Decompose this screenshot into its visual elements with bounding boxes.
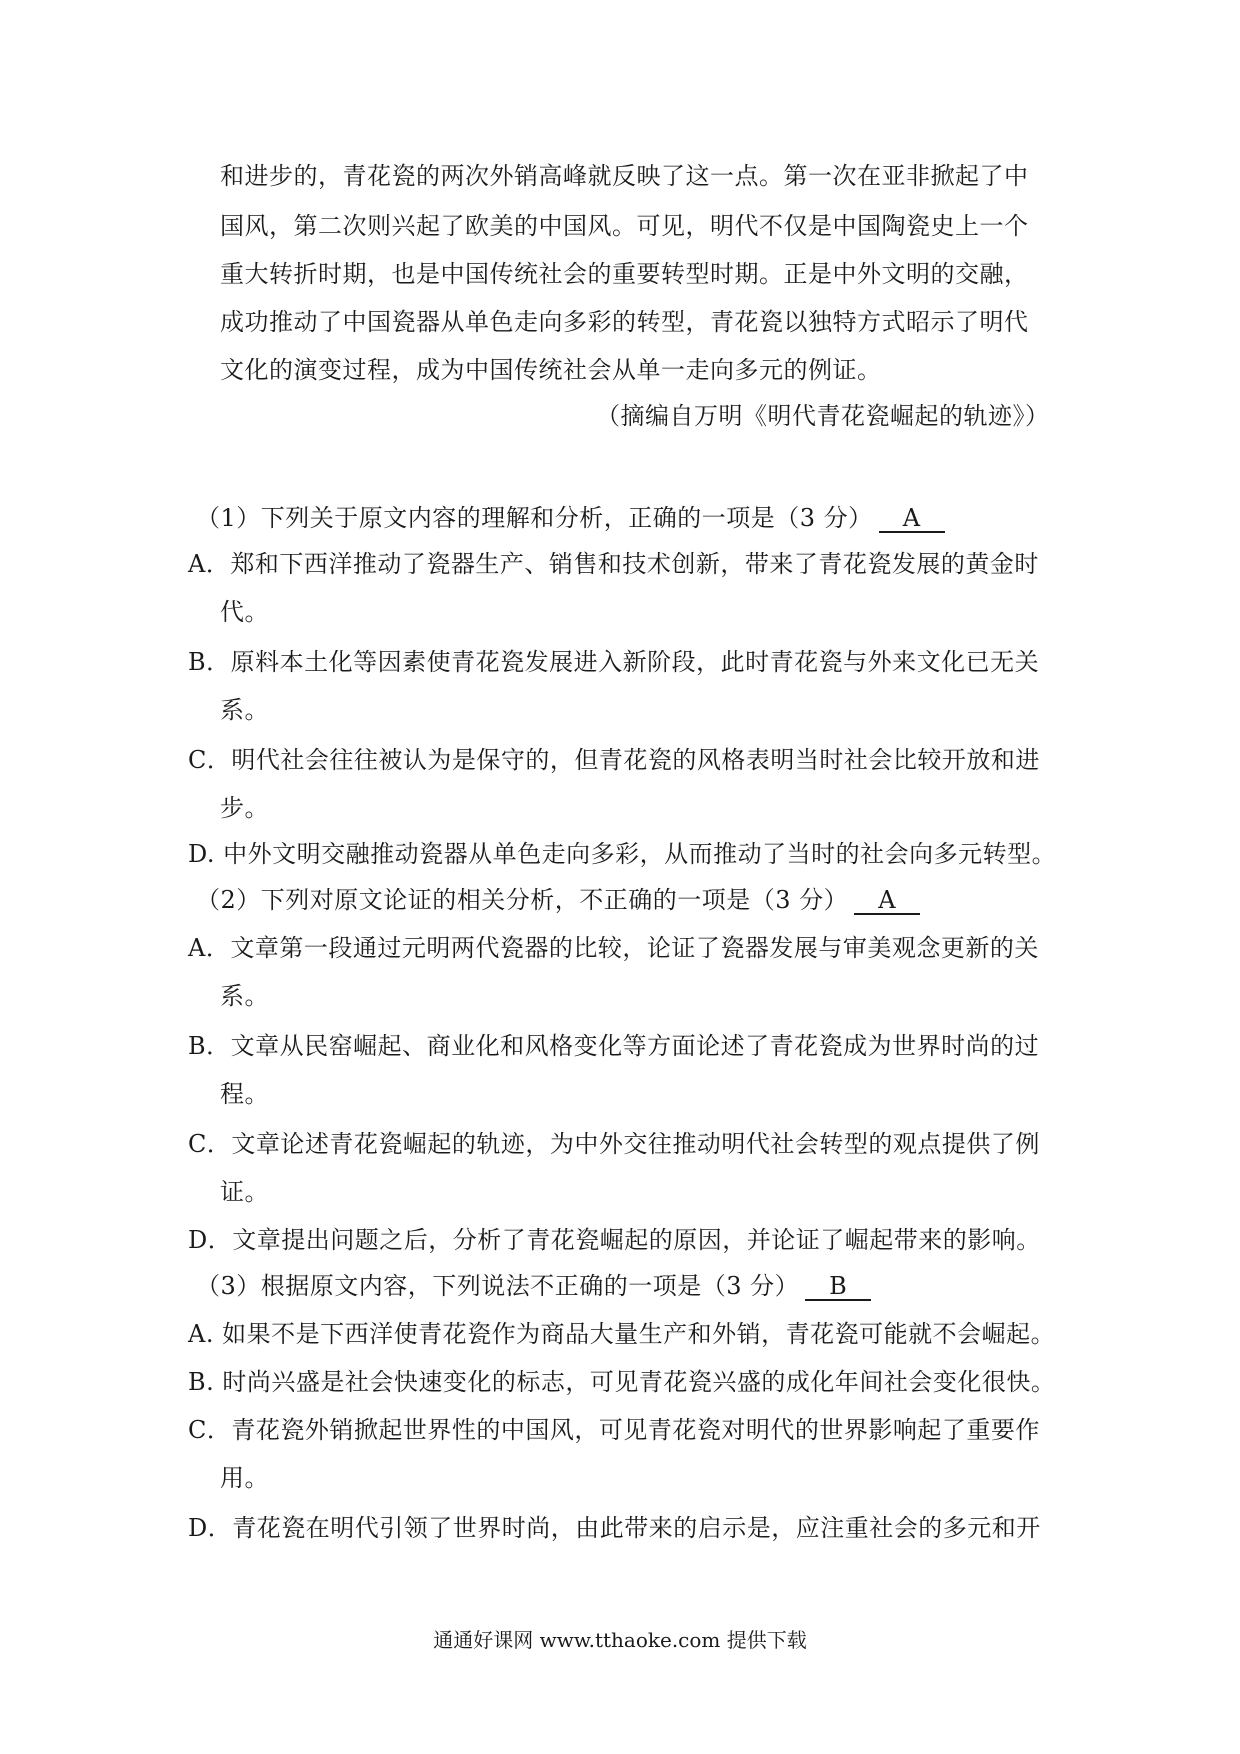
passage-line: 成功推动了中国瓷器从单色走向多彩的转型，青花瓷以独特方式昭示了明代 xyxy=(220,308,1029,336)
passage-line: 重大转折时期，也是中国传统社会的重要转型时期。正是中外文明的交融， xyxy=(220,260,1029,288)
question-3-option-b: B. 时尚兴盛是社会快速变化的标志，可见青花瓷兴盛的成化年间社会变化很快。 xyxy=(188,1368,1056,1396)
question-2-option-a: A．文章第一段通过元明两代瓷器的比较，论证了瓷器发展与审美观念更新的关 xyxy=(188,934,1039,962)
question-1-option-a: A．郑和下西洋推动了瓷器生产、销售和技术创新，带来了青花瓷发展的黄金时 xyxy=(188,550,1039,578)
passage-line: 文化的演变过程，成为中国传统社会从单一走向多元的例证。 xyxy=(220,356,882,384)
option-continuation: 系。 xyxy=(220,696,269,724)
question-2-stem xyxy=(196,884,920,916)
question-1-answer: A xyxy=(879,505,945,533)
question-2-option-b: B．文章从民窑崛起、商业化和风格变化等方面论述了青花瓷成为世界时尚的过 xyxy=(188,1032,1040,1060)
question-2-option-d: D．文章提出问题之后，分析了青花瓷崛起的原因，并论证了崛起带来的影响。 xyxy=(188,1226,1041,1254)
option-continuation: 证。 xyxy=(220,1178,269,1206)
passage-source: （摘编自万明《明代青花瓷崛起的轨迹》） xyxy=(596,402,1050,430)
question-2-answer: A xyxy=(854,887,920,915)
option-continuation: 步。 xyxy=(220,794,269,822)
question-stem-text: （2）下列对原文论证的相关分析，不正确的一项是（3 分） xyxy=(196,886,849,914)
question-1-option-d: D. 中外文明交融推动瓷器从单色走向多彩，从而推动了当时的社会向多元转型。 xyxy=(188,840,1057,868)
question-1-option-b: B．原料本土化等因素使青花瓷发展进入新阶段，此时青花瓷与外来文化已无关 xyxy=(188,648,1040,676)
question-3-option-a: A. 如果不是下西洋使青花瓷作为商品大量生产和外销，青花瓷可能就不会崛起。 xyxy=(188,1320,1056,1348)
question-3-option-d: D．青花瓷在明代引领了世界时尚，由此带来的启示是，应注重社会的多元和开 xyxy=(188,1514,1041,1542)
question-stem-text: （1）下列关于原文内容的理解和分析，正确的一项是（3 分） xyxy=(196,504,873,532)
question-stem-text: （3）根据原文内容，下列说法不正确的一项是（3 分） xyxy=(196,1272,800,1300)
question-1-option-c: C．明代社会往往被认为是保守的，但青花瓷的风格表明当时社会比较开放和进 xyxy=(188,746,1040,774)
option-continuation: 用。 xyxy=(220,1464,269,1492)
question-2-option-c: C．文章论述青花瓷崛起的轨迹，为中外交往推动明代社会转型的观点提供了例 xyxy=(188,1130,1040,1158)
option-continuation: 代。 xyxy=(220,598,269,626)
question-1-stem xyxy=(196,502,945,534)
question-3-option-c: C．青花瓷外销掀起世界性的中国风，可见青花瓷对明代的世界影响起了重要作 xyxy=(188,1416,1040,1444)
option-continuation: 系。 xyxy=(220,982,269,1010)
option-continuation: 程。 xyxy=(220,1080,269,1108)
page-footer: 通通好课网 www.tthaoke.com 提供下载 xyxy=(433,1628,807,1652)
passage-line: 和进步的，青花瓷的两次外销高峰就反映了这一点。第一次在亚非掀起了中 xyxy=(220,162,1029,190)
question-3-answer: B xyxy=(805,1273,871,1301)
passage-line: 国风，第二次则兴起了欧美的中国风。可见，明代不仅是中国陶瓷史上一个 xyxy=(220,212,1029,240)
question-3-stem xyxy=(196,1270,871,1302)
